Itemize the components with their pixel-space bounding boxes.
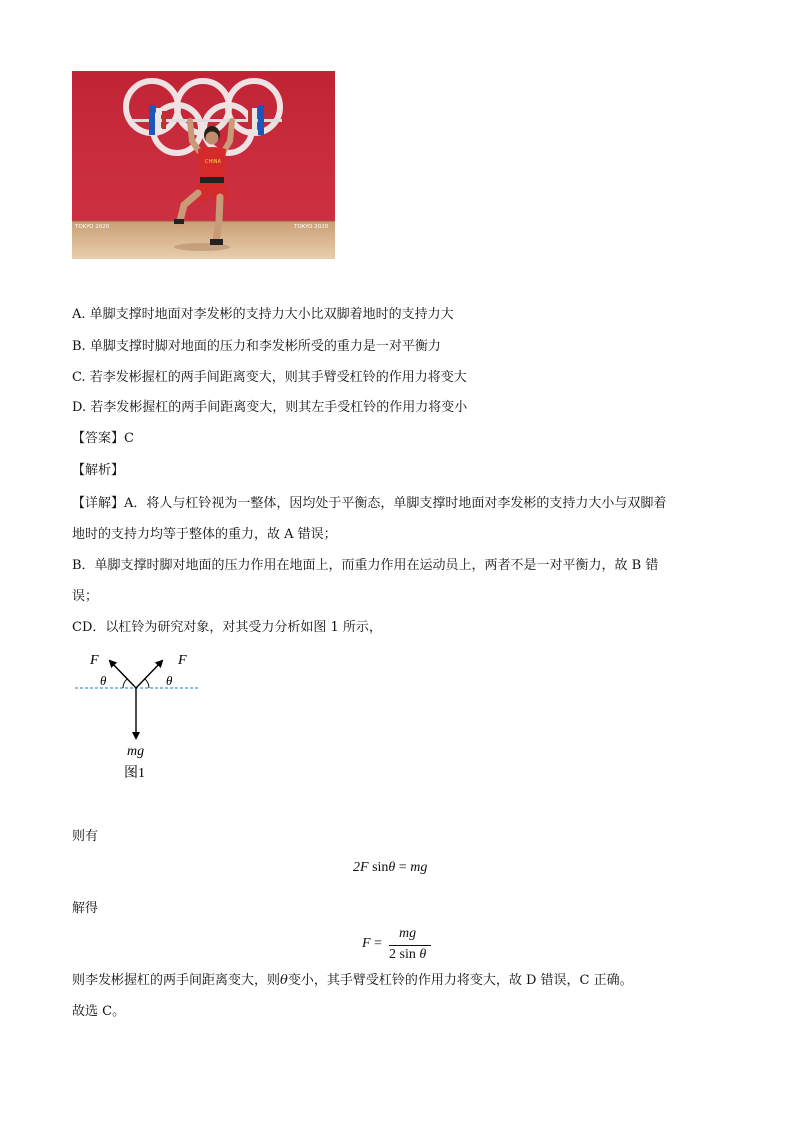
angle-label-left: θ <box>100 673 107 688</box>
force-arrow-left <box>110 661 136 688</box>
detail-line-3: B．单脚支撑时脚对地面的压力作用在地面上，而重力作用在运动员上，两者不是一对平衡力，故 B 错 <box>72 558 659 573</box>
svg-text:CHINA: CHINA <box>205 159 221 165</box>
weightlifter-illustration <box>72 71 335 259</box>
weightlifting-photo <box>72 71 335 259</box>
angle-arc-right <box>145 679 149 688</box>
eq2-numerator: mg <box>399 926 417 941</box>
weight-label: mg <box>127 744 145 759</box>
detail-line-1: 【详解】A．将人与杠铃视为一整体，因均处于平衡态，单脚支撑时地面对李发彬的支持力大小与双脚着 <box>72 496 667 511</box>
answer-value: C <box>124 431 134 446</box>
option-a <box>72 306 454 324</box>
svg-text:TOKYO 2020: TOKYO 2020 <box>75 224 110 230</box>
svg-text:TOKYO 2020: TOKYO 2020 <box>294 224 329 230</box>
angle-label-right: θ <box>166 673 173 688</box>
option-b <box>72 338 441 356</box>
force-label-left: F <box>90 653 99 668</box>
eq2-equals: = <box>374 936 382 951</box>
then-label: 则有 <box>72 829 99 844</box>
option-d <box>72 399 467 417</box>
force-arrow-right <box>136 661 162 688</box>
eq1-sin: sin <box>372 860 389 875</box>
option-letter: A. <box>72 307 86 322</box>
detail-line-5: CD．以杠铃为研究对象，对其受力分析如图 1 所示， <box>72 620 382 635</box>
detail-line-2: 地时的支持力均等于整体的重力，故 A 错误； <box>72 527 337 542</box>
fraction-bar <box>389 945 431 946</box>
eq1-theta: θ <box>388 860 396 875</box>
option-text: 若李发彬握杠的两手间距离变大，则其手臂受杠铃的作用力将变大 <box>89 370 467 385</box>
answer-label: 【答案】 <box>72 431 125 446</box>
answer-line <box>72 430 134 448</box>
force-label-right: F <box>178 653 187 668</box>
equation-2 <box>362 926 442 966</box>
eq1-lhs: 2F <box>353 860 369 875</box>
eq2-denominator: 2 sin θ <box>389 947 427 962</box>
option-text: 单脚支撑时地面对李发彬的支持力大小比双脚着地时的支持力大 <box>89 307 454 322</box>
option-letter: B. <box>72 339 86 354</box>
option-text: 单脚支撑时脚对地面的压力和李发彬所受的重力是一对平衡力 <box>89 339 441 354</box>
eq1-equals: = <box>398 860 407 875</box>
final-answer: 故选 C。 <box>72 1004 126 1019</box>
angle-arc-left <box>123 679 127 688</box>
force-diagram <box>70 645 210 785</box>
conclusion-line: 则李发彬握杠的两手间距离变大，则θ变小，其手臂受杠铃的作用力将变大，故 D 错误，C 正确。 <box>72 973 633 988</box>
eq2-lhs: F <box>362 936 371 951</box>
option-text: 若李发彬握杠的两手间距离变大，则其左手受杠铃的作用力将变小 <box>90 400 468 415</box>
option-letter: D. <box>72 400 87 415</box>
option-letter: C. <box>72 370 86 385</box>
theta-symbol: θ <box>280 973 288 988</box>
figure-caption: 图1 <box>124 766 145 781</box>
solve-label: 解得 <box>72 901 99 916</box>
analysis-label: 【解析】 <box>72 463 125 478</box>
eq1-rhs: mg <box>410 860 428 875</box>
equation-1 <box>353 860 427 876</box>
option-c <box>72 369 467 387</box>
detail-line-4: 误； <box>72 589 99 604</box>
